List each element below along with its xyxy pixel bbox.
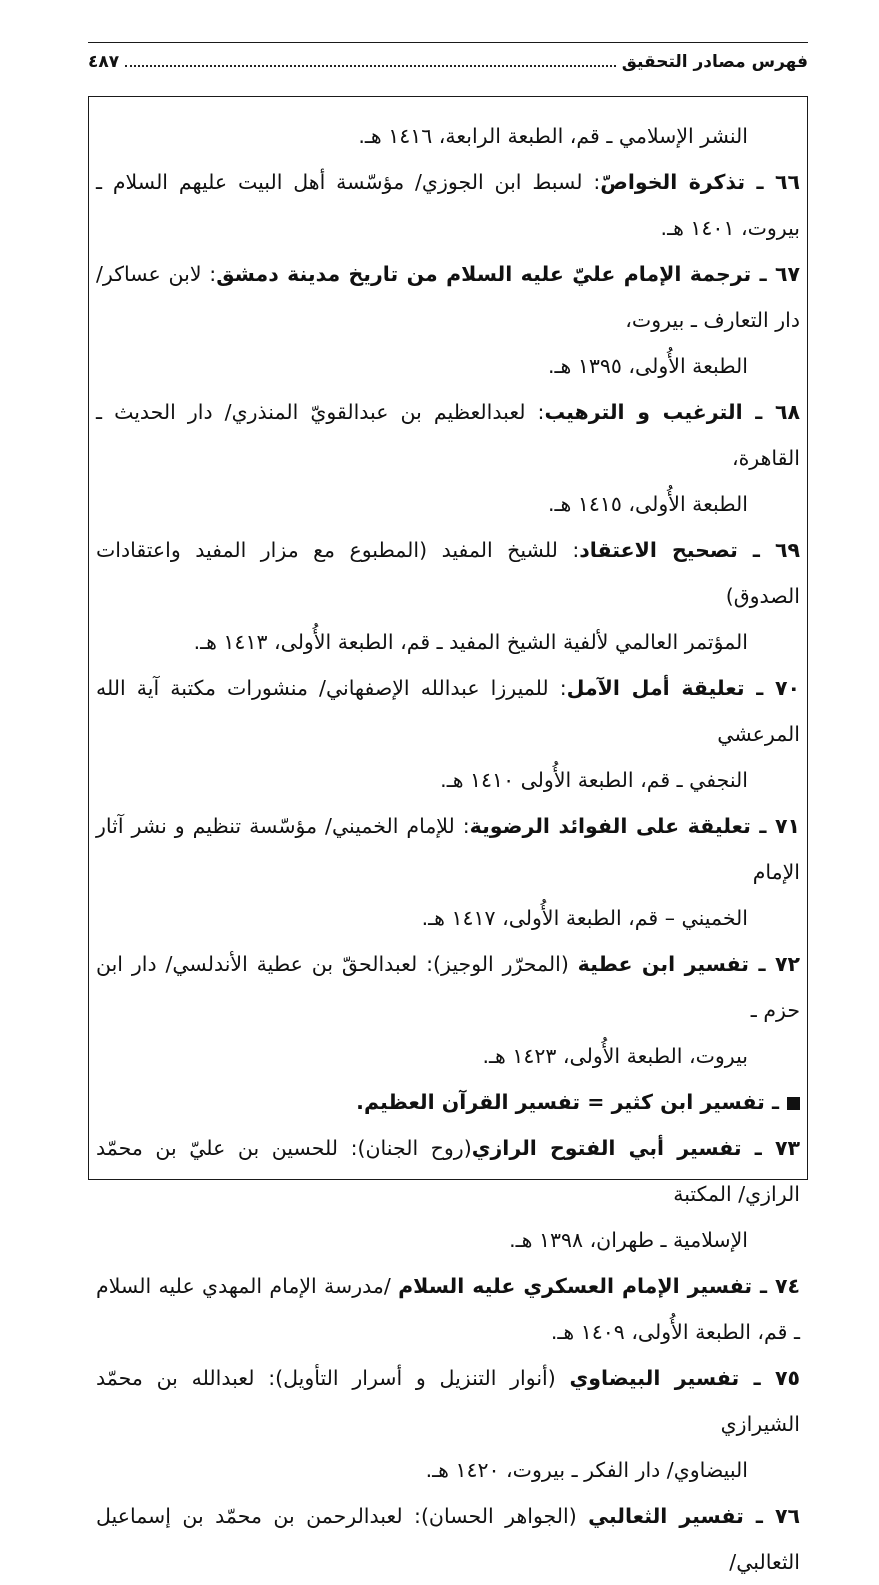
bibliography-list bbox=[96, 113, 800, 1585]
entry-title: تذكرة الخواصّ bbox=[600, 170, 746, 194]
entry-66 bbox=[96, 159, 800, 251]
entry-title: ترجمة الإمام عليّ عليه السلام من تاريخ مدينة دمشق bbox=[216, 262, 752, 286]
entry-number: ٦٦ ـ bbox=[745, 170, 800, 194]
entry-details: : لابن عساكر/ دار التعارف ـ بيروت، bbox=[96, 262, 800, 332]
entry-68 bbox=[96, 389, 800, 481]
entry-details: /مدرسة الإمام المهدي عليه السلام ـ قم، الطبعة الأُولى، ١٤٠٩ هـ. bbox=[96, 1274, 800, 1344]
entry-69 bbox=[96, 527, 800, 619]
entry-continuation-text: الطبعة الأُولى، ١٤١٥ هـ. bbox=[548, 492, 748, 516]
cross-reference-entry bbox=[96, 1079, 800, 1125]
entry-details: : لعبدالعظيم بن عبدالقويّ المنذري/ دار الحديث ـ القاهرة، bbox=[96, 400, 800, 470]
entry-number: ٦٨ ـ bbox=[742, 400, 800, 424]
entry-continuation bbox=[96, 113, 800, 159]
entry-continuation-text: النشر الإسلامي ـ قم، الطبعة الرابعة، ١٤١٦ هـ. bbox=[358, 124, 748, 148]
entry-75 bbox=[96, 1355, 800, 1447]
entry-number: ٧٢ ـ bbox=[749, 952, 800, 976]
entry-title: تفسير ابن عطية bbox=[577, 952, 749, 976]
entry-title: تفسير أبي الفتوح الرازي bbox=[471, 1136, 742, 1160]
entry-74 bbox=[96, 1263, 800, 1355]
entry-details: : للميرزا عبدالله الإصفهاني/ منشورات مكتبة آية الله المرعشي bbox=[96, 676, 800, 746]
entry-title: تفسير البيضاوي bbox=[569, 1366, 740, 1390]
entry-70-continuation bbox=[96, 757, 800, 803]
entry-number: ٧٥ ـ bbox=[739, 1366, 800, 1390]
black-square-icon bbox=[787, 1097, 800, 1110]
entry-title: تصحيح الاعتقاد bbox=[579, 538, 738, 562]
entry-69-continuation bbox=[96, 619, 800, 665]
entry-title: الترغيب و الترهيب bbox=[544, 400, 743, 424]
entry-number: ٧٣ ـ bbox=[741, 1136, 800, 1160]
entry-70 bbox=[96, 665, 800, 757]
entry-71 bbox=[96, 803, 800, 895]
entry-73-continuation bbox=[96, 1217, 800, 1263]
entry-continuation-text: المؤتمر العالمي لألفية الشيخ المفيد ـ قم، الطبعة الأُولى، ١٤١٣ هـ. bbox=[193, 630, 748, 654]
entry-details: (المحرّر الوجيز): لعبدالحقّ بن عطية الأندلسي/ دار ابن حزم ـ bbox=[96, 952, 800, 1022]
entry-title: تعليقة على الفوائد الرضوية bbox=[469, 814, 751, 838]
entry-72-continuation bbox=[96, 1033, 800, 1079]
entry-number: ٦٧ ـ bbox=[751, 262, 801, 286]
header-leader-dots bbox=[125, 65, 616, 67]
entry-number: ٧١ ـ bbox=[750, 814, 801, 838]
entry-68-continuation bbox=[96, 481, 800, 527]
entry-72 bbox=[96, 941, 800, 1033]
entry-number: ٧٦ ـ bbox=[743, 1504, 801, 1528]
entry-71-continuation bbox=[96, 895, 800, 941]
entry-continuation-text: البيضاوي/ دار الفكر ـ بيروت، ١٤٢٠ هـ. bbox=[425, 1458, 748, 1482]
entry-details: (أنوار التنزيل و أسرار التأويل): لعبدالله بن محمّد الشيرازي bbox=[96, 1366, 800, 1436]
entry-continuation-text: الطبعة الأُولى، ١٣٩٥ هـ. bbox=[548, 354, 748, 378]
entry-details: : لسبط ابن الجوزي/ مؤسّسة أهل البيت عليهم السلام ـ بيروت، ١٤٠١ هـ. bbox=[96, 170, 800, 240]
entry-title: تفسير الإمام العسكري عليه السلام bbox=[398, 1274, 753, 1298]
entry-number: ٦٩ ـ bbox=[737, 538, 800, 562]
entry-details: (روح الجنان): للحسين بن عليّ بن محمّد الرازي/ المكتبة bbox=[96, 1136, 800, 1206]
entry-continuation-text: الإسلامية ـ طهران، ١٣٩٨ هـ. bbox=[509, 1228, 748, 1252]
entry-67 bbox=[96, 251, 800, 343]
entry-details: : للشيخ المفيد (المطبوع مع مزار المفيد واعتقادات الصدوق) bbox=[96, 538, 800, 608]
entry-continuation-text: الخميني – قم، الطبعة الأُولى، ١٤١٧ هـ. bbox=[421, 906, 748, 930]
entry-details: : للإمام الخميني/ مؤسّسة تنظيم و نشر آثار الإمام bbox=[96, 814, 800, 884]
entry-title: تعليقة أمل الآمل bbox=[566, 676, 745, 700]
entry-details: (الجواهر الحسان): لعبدالرحمن بن محمّد بن إسماعيل الثعالبي/ bbox=[96, 1504, 800, 1574]
header-title: فهرس مصادر التحقيق bbox=[621, 52, 808, 72]
cross-reference-text: ـ تفسير ابن كثير = تفسير القرآن العظيم. bbox=[356, 1090, 779, 1114]
entry-75-continuation bbox=[96, 1447, 800, 1493]
entry-number: ٧٤ ـ bbox=[752, 1274, 800, 1298]
running-header bbox=[88, 42, 808, 81]
entry-continuation-text: بيروت، الطبعة الأُولى، ١٤٢٣ هـ. bbox=[482, 1044, 748, 1068]
entry-continuation-text: النجفي ـ قم، الطبعة الأُولى ١٤١٠ هـ. bbox=[440, 768, 748, 792]
entry-number: ٧٠ ـ bbox=[744, 676, 801, 700]
entry-76 bbox=[96, 1493, 800, 1585]
entry-67-continuation bbox=[96, 343, 800, 389]
entry-title: تفسير الثعالبي bbox=[588, 1504, 744, 1528]
entry-73 bbox=[96, 1125, 800, 1217]
page-number: ٤٨٧ bbox=[88, 52, 120, 72]
